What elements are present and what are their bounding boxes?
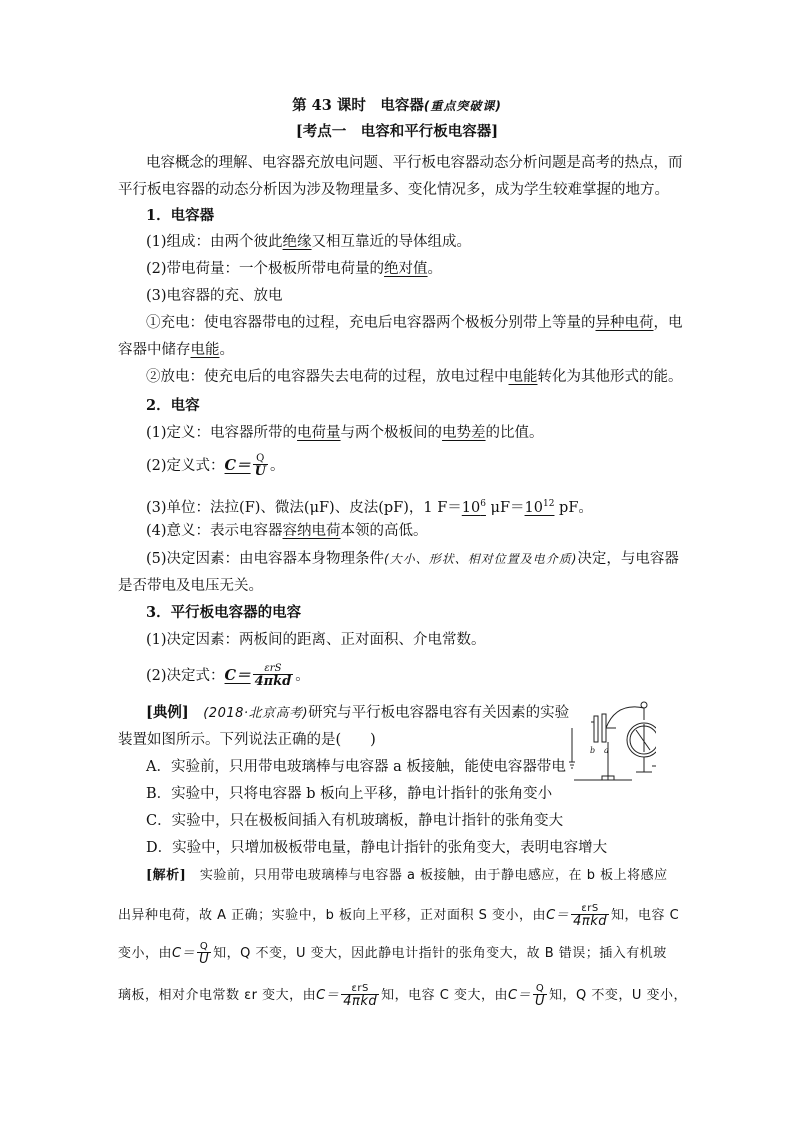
figure-drawing [569, 702, 656, 780]
fraction-epsilon-s-over-4pikd: $\frac{\text{εrS}}{\text{4πkd}}$ [254, 663, 292, 689]
heading-capacitor: 1．电容器 [146, 207, 215, 224]
item-meaning: (4)意义：表示电容器容纳电荷本领的高低。 [146, 523, 428, 539]
figure-label-a: a [604, 746, 609, 755]
item-definition-formula: (2)定义式：C＝ $\frac{Q}{U}$ 。 [146, 453, 285, 479]
item-charging-1: ①充电：使电容器带电的过程，充电后电容器两个极板分别带上等量的异种电荷，电 [146, 315, 683, 331]
option-a: A．实验前，只用带电玻璃棒与电容器 a 板接触，能使电容器带电 [146, 759, 566, 775]
analysis-line-4: 璃板，相对介电常数 εr 变大，由C＝ $\frac{\text{εrS}}{\text{4πkd}}$ 知，电容 C 变大，由C＝ $\frac{Q}{U}$ 知，Q 不变，U 变小， [118, 982, 688, 1009]
section-heading: [考点一 电容和平行板电容器] [295, 123, 499, 140]
intro-line-2: 平行板电容器的动态分析因为涉及物理量多、变化情况多，成为学生较难掌握的地方。 [118, 182, 669, 198]
item-units: (3)单位：法拉(F)、微法(μF)、皮法(pF)，1 $F=10^6$ $\mu F=10^{12}$ pF。 [146, 499, 593, 516]
lesson-title: 第 43 课时 电容器(重点突破课) [292, 97, 502, 114]
fraction-q-over-u: $\frac{Q}{U}$ [254, 453, 266, 479]
option-b: B．实验中，只将电容器 b 板向上平移，静电计指针的张角变小 [146, 786, 553, 802]
example-stem-1: [典例] (2018·北京高考)研究与平行板电容器电容有关因素的实验 [146, 704, 570, 721]
figure-label-b: b [590, 746, 596, 755]
item-decision-formula: (2)决定式：C＝ $\frac{\text{εrS}}{\text{4πkd}}$ 。 [146, 663, 310, 689]
analysis-line-3: 变小，由C＝ $\frac{Q}{U}$ 知，Q 不变，U 变大，因此静电计指针的张角变大，故 B 错误；插入有机玻 [118, 940, 667, 967]
analysis-line-2: 出异种电荷，故 A 正确；实验中，b 板向上平移，正对面积 S 变小，由C＝ $\frac{\text{εrS}}{\text{4πkd}}$ 知，电容 C [118, 902, 680, 929]
item-charge: (2)带电荷量：一个极板所带电荷量的绝对值。 [146, 261, 443, 277]
item-charge-discharge: (3)电容器的充、放电 [146, 288, 283, 304]
item-charging-2: 容器中储存电能。 [118, 342, 234, 358]
item-determinants: (5)决定因素：由电容器本身物理条件(大小、形状、相对位置及电介质)决定，与电容器 [146, 551, 679, 567]
item-composition: (1)组成：由两个彼此绝缘又相互靠近的导体组成。 [146, 234, 472, 250]
item-definition: (1)定义：电容器所带的电荷量与两个极板间的电势差的比值。 [146, 425, 544, 441]
analysis-line-1: [解析] 实验前，只用带电玻璃棒与电容器 a 板接触，由于静电感应，在 b 板上将感应 [146, 868, 668, 883]
item-factors: (1)决定因素：两板间的距离、正对面积、介电常数。 [146, 632, 486, 648]
heading-parallel-plate: 3．平行板电容器的电容 [146, 604, 302, 621]
heading-capacitance: 2．电容 [146, 397, 200, 414]
intro-line-1: 电容概念的理解、电容器充放电问题、平行板电容器动态分析问题是高考的热点，而 [146, 155, 683, 171]
example-stem-2: 装置如图所示。下列说法正确的是( ) [118, 732, 376, 748]
item-discharging: ②放电：使充电后的电容器失去电荷的过程，放电过程中电能转化为其他形式的能。 [146, 369, 683, 385]
item-determinants-2: 是否带电及电压无关。 [118, 578, 263, 594]
option-c: C．实验中，只在极板间插入有机玻璃板，静电计指针的张角变大 [146, 813, 564, 829]
experiment-figure [568, 692, 656, 788]
option-d: D．实验中，只增加极板带电量，静电计指针的张角变大，表明电容增大 [146, 840, 608, 856]
